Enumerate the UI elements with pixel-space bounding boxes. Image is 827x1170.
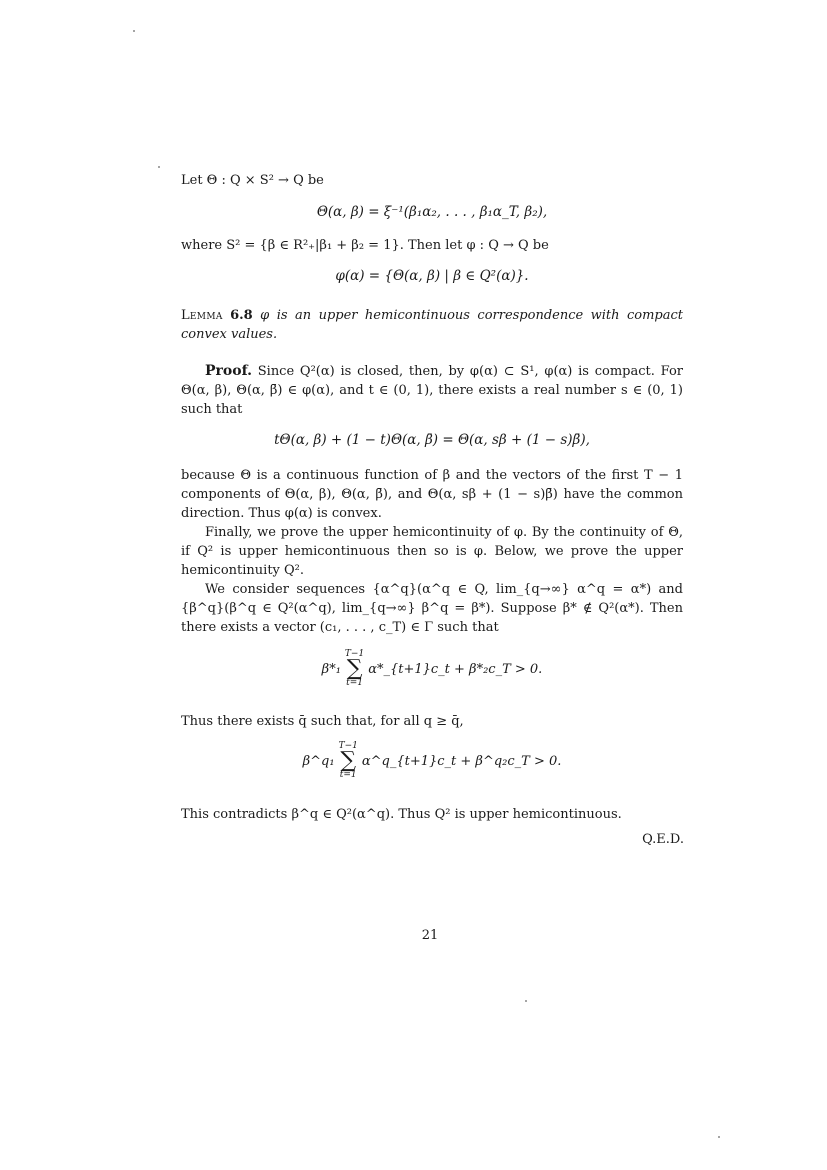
sum2-lower: t=1: [339, 770, 357, 780]
summation-icon: T−1 ∑ t=1: [338, 741, 358, 780]
sum1-upper: T−1: [344, 649, 365, 659]
proof-paragraph-1: [181, 362, 683, 419]
qed-mark: Q.E.D.: [642, 832, 684, 847]
equation-theta: Θ(α, β) = ξ⁻¹(β₁α₂, . . . , β₁α_T, β₂),: [316, 204, 548, 220]
page-number: 21: [421, 928, 439, 943]
proof-paragraph-6: This contradicts β^q ∈ Q²(α^q). Thus Q² is upper hemicontinuous.: [181, 807, 622, 822]
scan-speck: [158, 166, 160, 168]
lemma-statement: [181, 306, 683, 344]
sum2-body: α^q_{t+1}c_t + β^q₂c_T > 0.: [361, 753, 562, 769]
proof-paragraph-4: We consider sequences {α^q}(α^q ∈ Q, lim_{q→∞} α^q = α*) and {β^q}(β^q ∈ Q²(α^q), lim_{q→∞} β^q = β*). Suppose β* ∉ Q²(α*). Then there exists a vector (c₁, . . . , c_T) ∈ Γ such that: [181, 582, 683, 635]
proof-p1-text: Since Q²(α) is closed, then, by φ(α) ⊂ S¹, φ(α) is compact. For Θ(α, β), Θ(α, β̄) ∈ φ(α), and t ∈ (0, 1), there exists a real number s ∈ (0, 1) such that: [181, 364, 683, 417]
where-line: where S² = {β ∈ R²₊|β₁ + β₂ = 1}. Then let φ : Q → Q be: [181, 238, 549, 253]
sum2-upper: T−1: [338, 741, 358, 751]
lemma-body: φ is an upper hemicontinuous correspondence with compact convex values.: [181, 308, 683, 342]
equation-phi: φ(α) = {Θ(α, β) | β ∈ Q²(α)}.: [335, 268, 529, 284]
scan-speck: [718, 1136, 720, 1138]
lemma-head: Lemma: [181, 308, 223, 323]
proof-paragraph-5: Thus there exists q̄ such that, for all q ≥ q̄,: [181, 714, 464, 729]
proof-paragraph-2: because Θ is a continuous function of β and the vectors of the first T − 1 components of Θ(α, β), Θ(α, β̄), and Θ(α, sβ + (1 − s)β̄) have the common direction. Thus φ(α) is convex.: [181, 468, 683, 521]
sum1-body: α*_{t+1}c_t + β*₂c_T > 0.: [368, 661, 543, 677]
proof-label: Proof.: [205, 363, 252, 379]
intro-line: Let Θ : Q × S² → Q be: [181, 173, 324, 188]
proof-paragraph-3: Finally, we prove the upper hemicontinuity of φ. By the continuity of Θ, if Q² is upper hemicontinuous then so is φ. Below, we prove the upper hemicontinuity Q².: [181, 525, 683, 578]
scan-speck: [525, 1000, 527, 1002]
equation-sum-1: [181, 650, 683, 688]
sum1-lower: t=1: [346, 678, 363, 688]
equation-convexity: tΘ(α, β) + (1 − t)Θ(α, β̄) = Θ(α, sβ + (1 − s)β̄),: [274, 432, 590, 448]
sum1-lead: β*₁: [321, 661, 341, 677]
scan-speck: [133, 30, 135, 32]
summation-icon: T−1 ∑ t=1: [344, 649, 365, 688]
sum2-lead: β^q₁: [302, 753, 335, 769]
equation-sum-2: [181, 742, 683, 780]
lemma-number: 6.8: [230, 308, 253, 323]
